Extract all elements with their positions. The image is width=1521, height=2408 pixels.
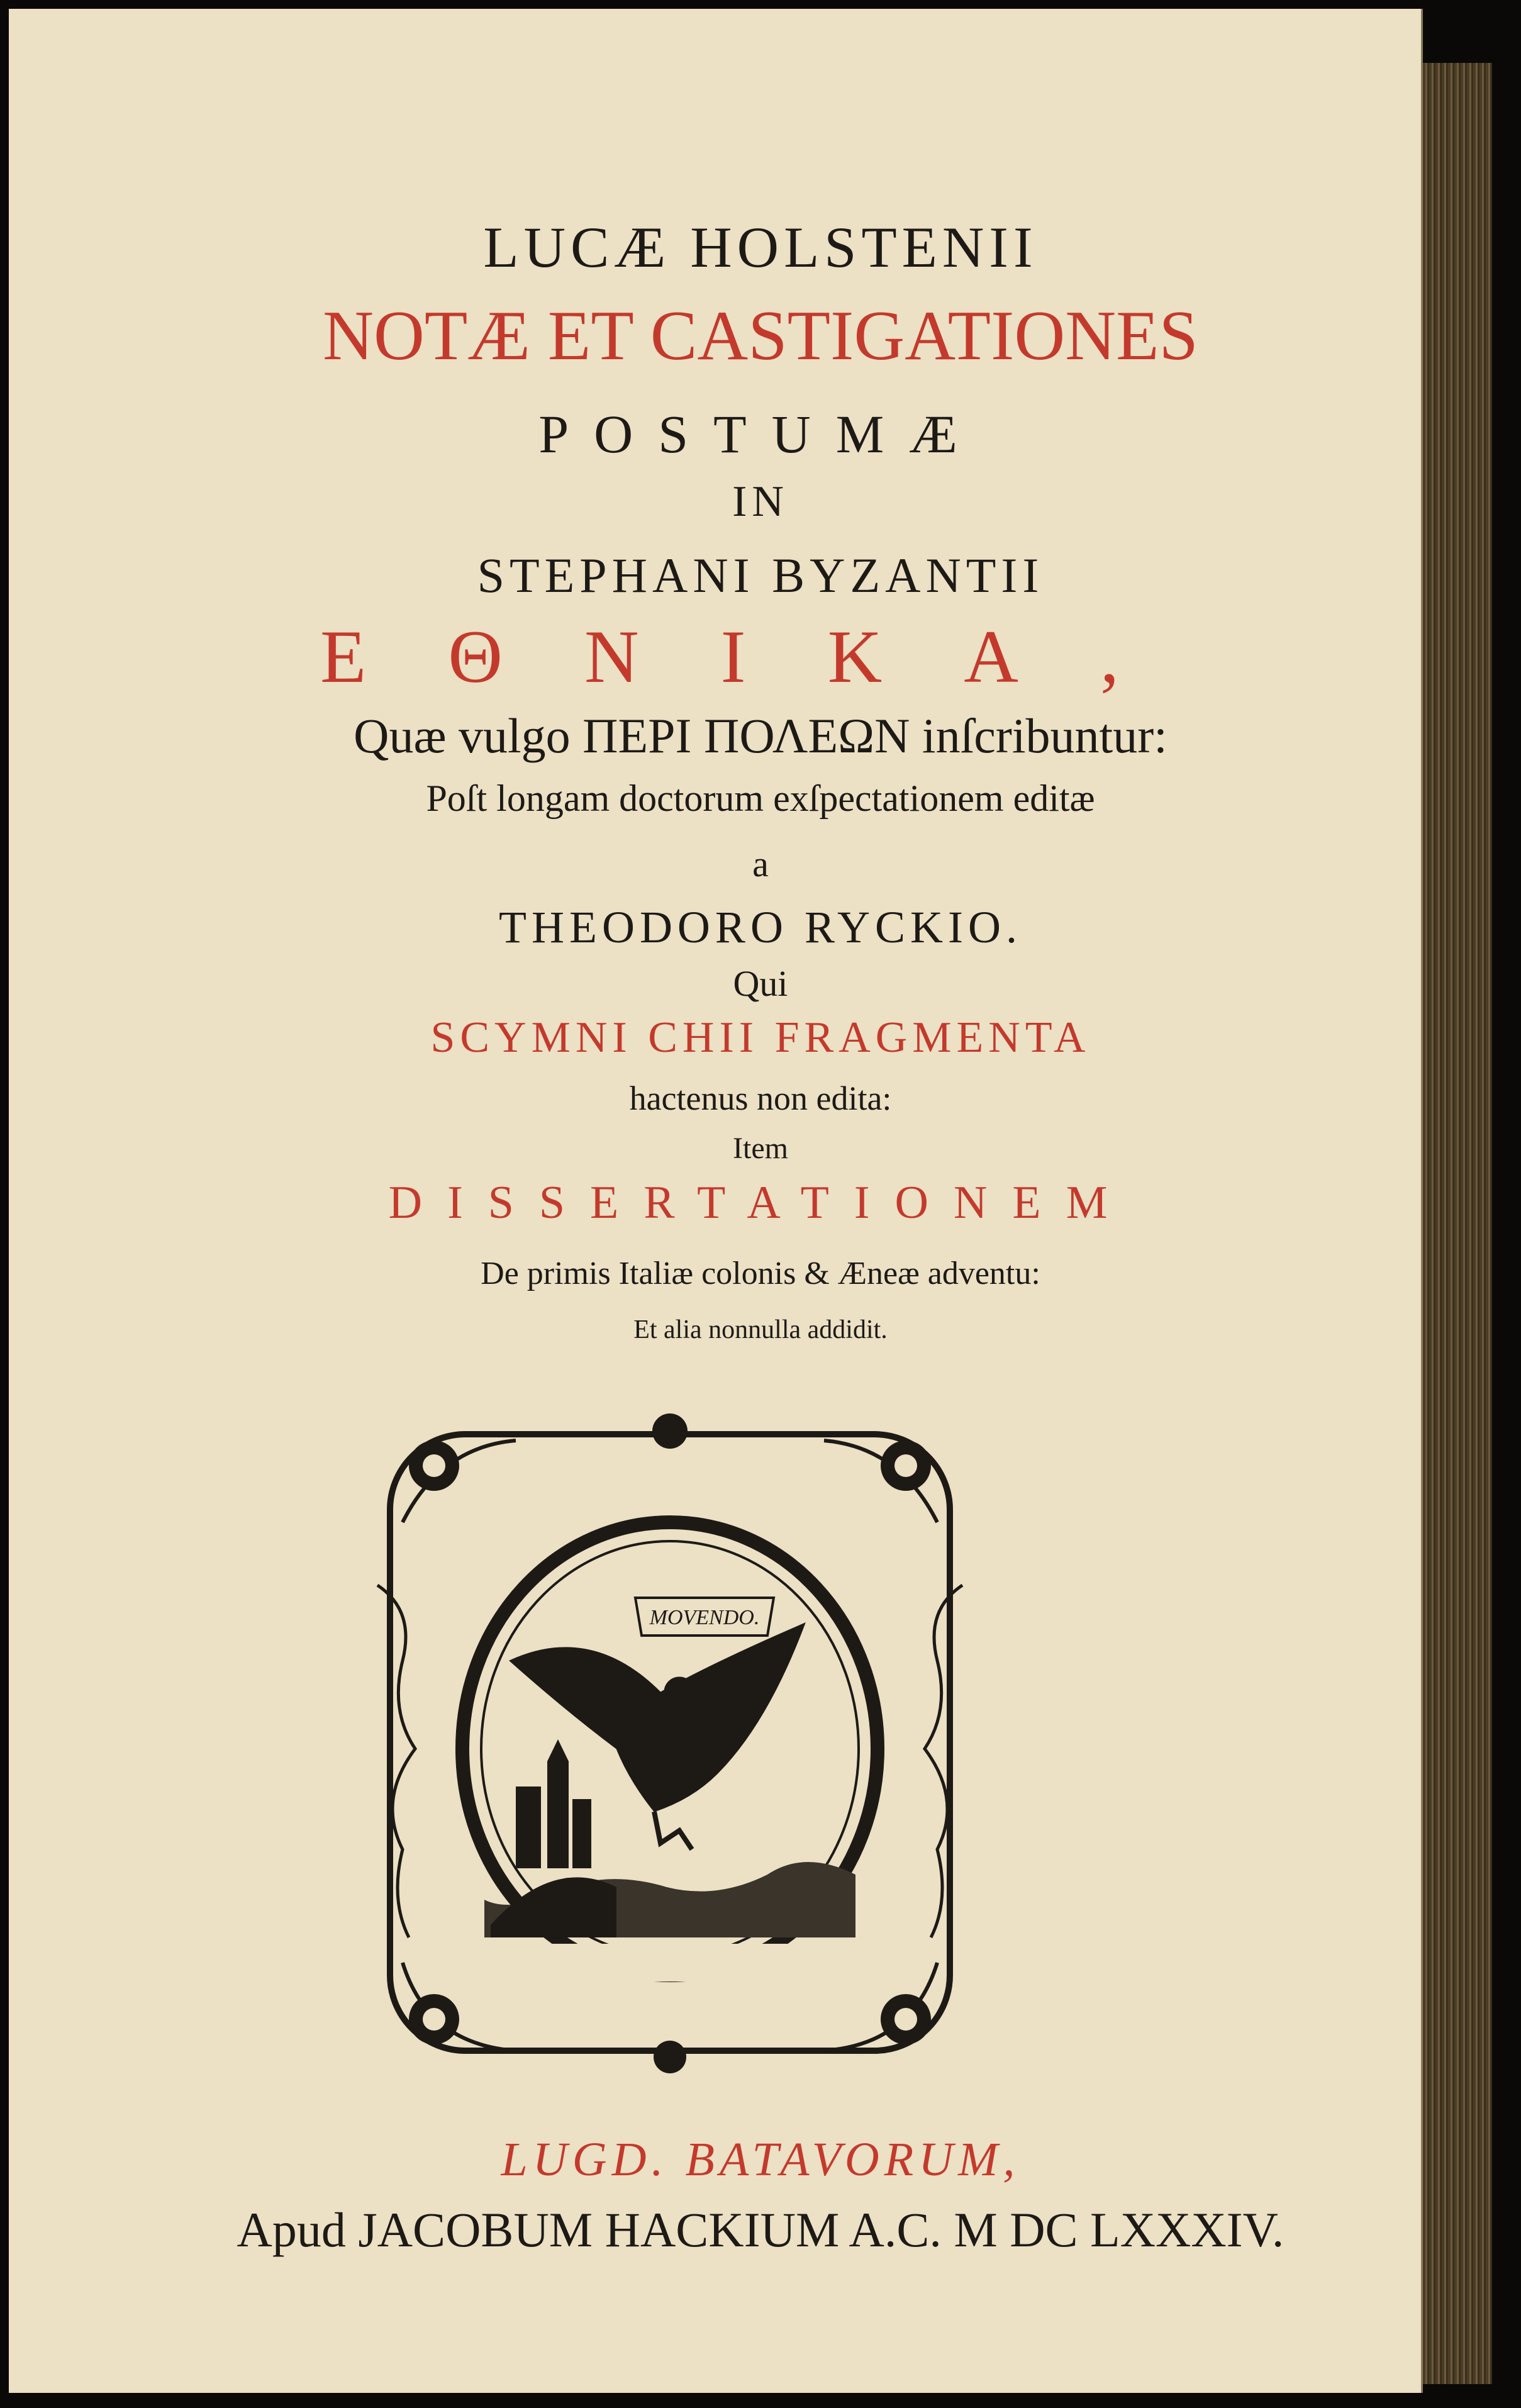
scymni-line: SCYMNI CHII FRAGMENTA [430,1013,1091,1062]
qui-line: Qui [733,963,788,1004]
postumae-line: POSTUMÆ [538,404,983,464]
nonnulla-line: Et alia nonnulla addidit. [633,1315,888,1344]
printer-device-emblem [365,1396,975,2088]
hactenus-line: hactenus non edita: [629,1079,892,1117]
item-line: Item [733,1132,788,1165]
primis-line: De primis Italiæ colonis & Æneæ adventu: [481,1256,1040,1291]
author-line: LUCÆ HOLSTENII [483,215,1038,279]
in-line: IN [732,477,789,526]
ryckio-line: THEODORO RYCKIO. [498,902,1022,952]
a-line: a [752,844,769,884]
main-title: NOTÆ ET CASTIGATIONES [323,297,1198,375]
emblem-motto: MOVENDO. [649,1606,760,1629]
editae-line: Poſt longam doctorum exſpectationem editæ [426,778,1095,819]
imprint-city: LUGD. BATAVORUM, [501,2133,1020,2186]
inscribuntur-line: Quæ vulgo ΠΕΡΙ ΠΟΛΕΩΝ inſcribuntur: [354,708,1167,763]
stephani-line: STEPHANI BYZANTII [477,548,1044,603]
ethnika-title: ΕΘΝΙΚΑ, [320,615,1201,698]
imprint-publisher: Apud JACOBUM HACKIUM A.C. M DC LXXXIV. [237,2202,1284,2257]
dissertationem-line: DISSERTATIONEM [388,1177,1133,1229]
